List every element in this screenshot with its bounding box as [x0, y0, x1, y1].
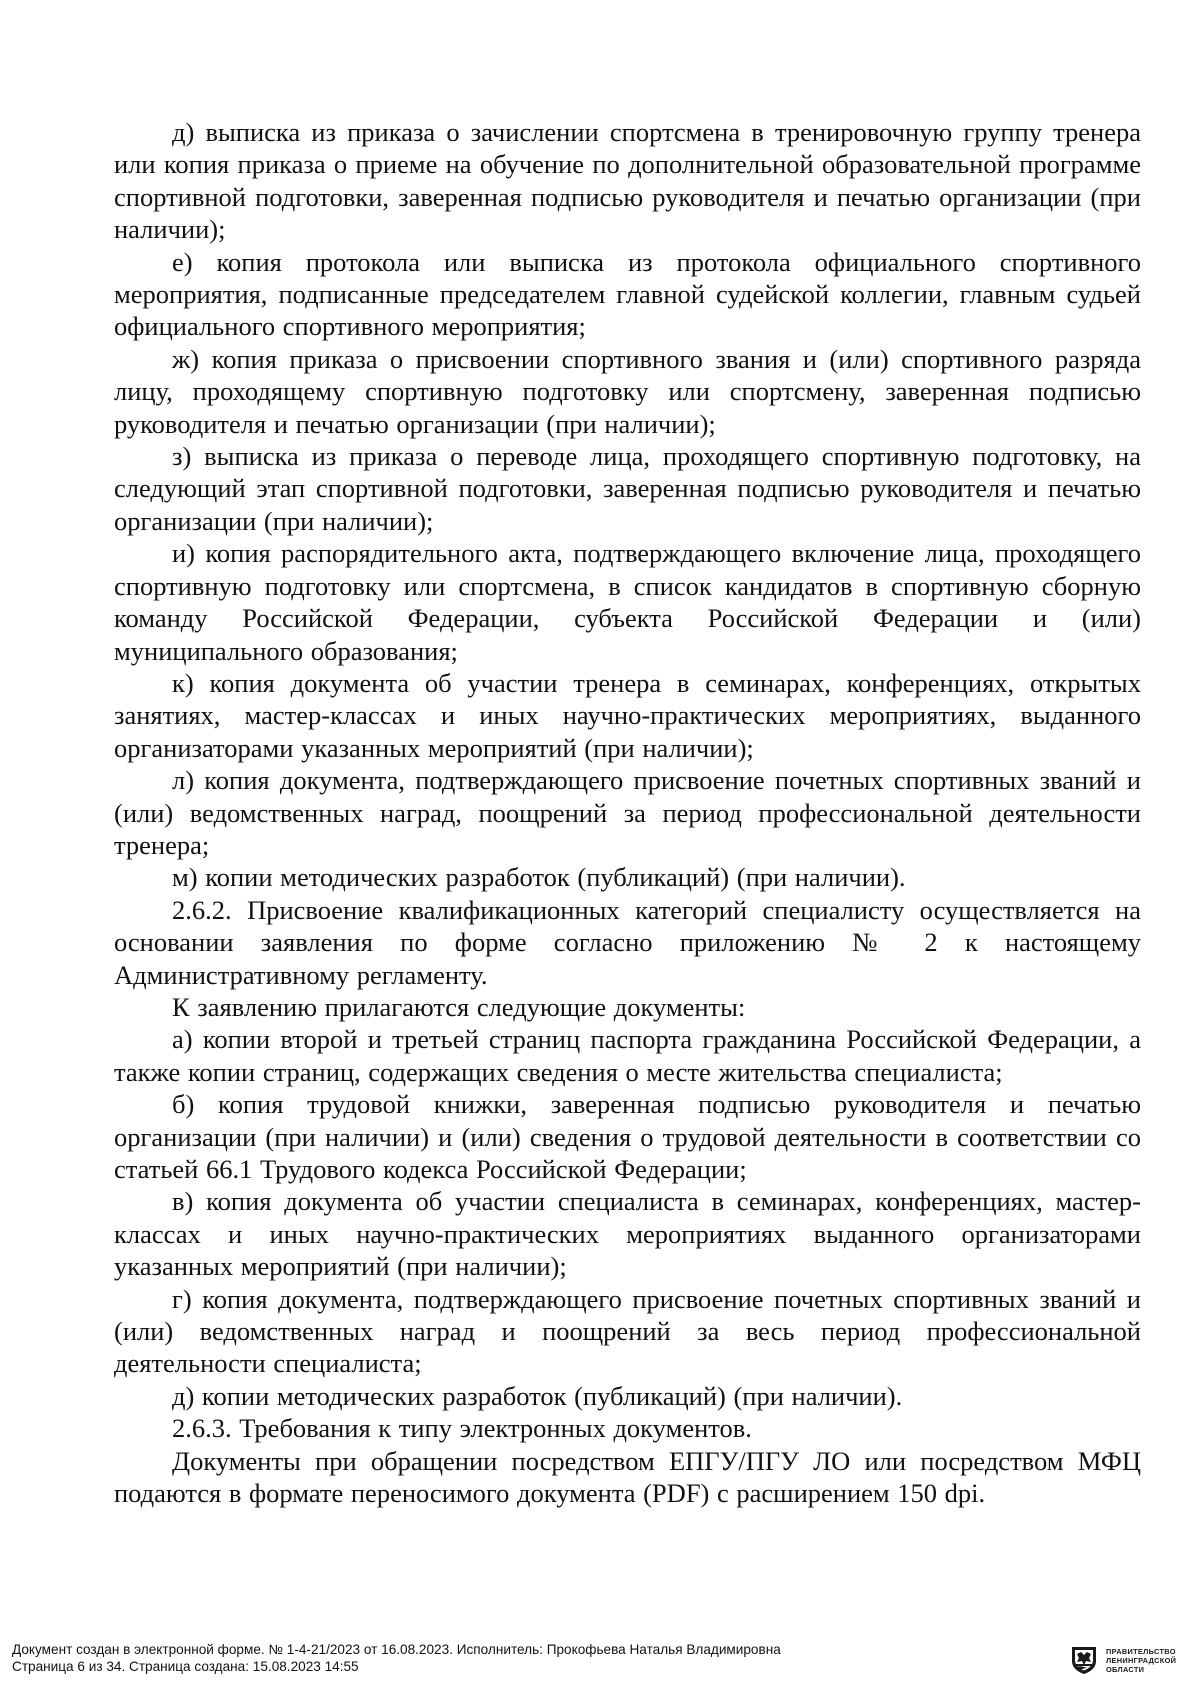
- paragraph-attachments-intro: К заявлению прилагаются следующие документы:: [172, 991, 746, 1022]
- paragraph-v-specialist-seminars: в) копия документа об участии специалиста в семинарах, конференциях, мастер-классах и иных научно-практических мероприятиях выданного организаторами указанных мероприятий (при наличии);: [114, 1186, 1141, 1282]
- paragraph-k-seminar-participation: к) копия документа об участии тренера в семинарах, конференциях, открытых занятиях, мастер-классах и иных научно-практических мероприятиях, выданного организаторами указанных мероприятий (при наличии);: [114, 667, 1141, 763]
- document-footer: [12, 1641, 1072, 1675]
- government-logo: [1069, 1642, 1195, 1678]
- paragraph-g-specialist-awards: г) копия документа, подтверждающего присвоение почетных спортивных званий и (или) ведомственных наград и поощрений за весь период профессиональной деятельности специалиста;: [114, 1283, 1141, 1379]
- paragraph-d-enrollment-order: д) выписка из приказа о зачислении спортсмена в тренировочную группу тренера или копия приказа о приеме на обучение по дополнительной образовательной программе спортивной подготовки, заверенная подписью руководителя и печатью организации (при наличии);: [114, 117, 1141, 245]
- government-name: [1106, 1647, 1176, 1674]
- paragraph-b-employment-record: б) копия трудовой книжки, заверенная подписью руководителя и печатью организации (при наличии) и (или) сведения о трудовой деятельности в соответствии со статьей 66.1 Трудового кодекса Российской Федерации;: [114, 1089, 1141, 1184]
- paragraph-2-6-3-electronic-docs: 2.6.3. Требования к типу электронных документов.: [172, 1413, 752, 1444]
- paragraph-i-team-act: и) копия распорядительного акта, подтверждающего включение лица, проходящего спортивную подготовку или спортсмена, в список кандидатов в спортивную сборную команду Российской Федерации, субъекта Российской Федерации и (или) муниципального образования;: [114, 538, 1141, 666]
- logo-text-line-2: ЛЕНИНГРАДСКОЙ: [1106, 1655, 1177, 1665]
- paragraph-l-honorary-titles: л) копия документа, подтверждающего присвоение почетных спортивных званий и (или) ведомственных наград, поощрений за период профессиональной деятельности тренера;: [114, 765, 1141, 860]
- document-body: [114, 116, 1141, 1509]
- coat-of-arms-icon: [1069, 1645, 1099, 1675]
- paragraph-d-specialist-methodical-works: д) копии методических разработок (публикаций) (при наличии).: [172, 1380, 903, 1411]
- paragraph-m-methodical-works: м) копии методических разработок (публикаций) (при наличии).: [172, 862, 906, 893]
- paragraph-z-transfer-order: з) выписка из приказа о переводе лица, проходящего спортивную подготовку, на следующий этап спортивной подготовки, заверенная подписью руководителя и печатью организации (при наличии);: [114, 441, 1141, 536]
- footer-page-info: Страница 6 из 34. Страница создана: 15.08.2023 14:55: [12, 1659, 359, 1674]
- paragraph-pdf-format: Документы при обращении посредством ЕПГУ/ПГУ ЛО или посредством МФЦ подаются в формате переносимого документа (PDF) с расширением 150 dpi.: [114, 1445, 1141, 1509]
- logo-text-line-1: ПРАВИТЕЛЬСТВО: [1106, 1646, 1176, 1656]
- paragraph-e-protocol-copy: е) копия протокола или выписка из протокола официального спортивного мероприятия, подписанные председателем главной судейской коллегии, главным судьей официального спортивного мероприятия;: [114, 246, 1141, 342]
- paragraph-zh-rank-order: ж) копия приказа о присвоении спортивного звания и (или) спортивного разряда лицу, проходящему спортивную подготовку или спортсмену, заверенная подписью руководителя и печатью организации (при наличии);: [114, 343, 1141, 439]
- footer-document-info: Документ создан в электронной форме. № 1-4-21/2023 от 16.08.2023. Исполнитель: Прокофьева Наталья Владимировна: [12, 1642, 781, 1657]
- paragraph-a-passport-copies: а) копии второй и третьей страниц паспорта гражданина Российской Федерации, а также копии страниц, содержащих сведения о месте жительства специалиста;: [114, 1024, 1141, 1087]
- logo-text-line-3: ОБЛАСТИ: [1106, 1664, 1145, 1674]
- paragraph-2-6-2-specialist-categories: 2.6.2. Присвоение квалификационных категорий специалисту осуществляется на основании заявления по форме согласно приложению № 2 к настоящему Административному регламенту.: [114, 894, 1141, 990]
